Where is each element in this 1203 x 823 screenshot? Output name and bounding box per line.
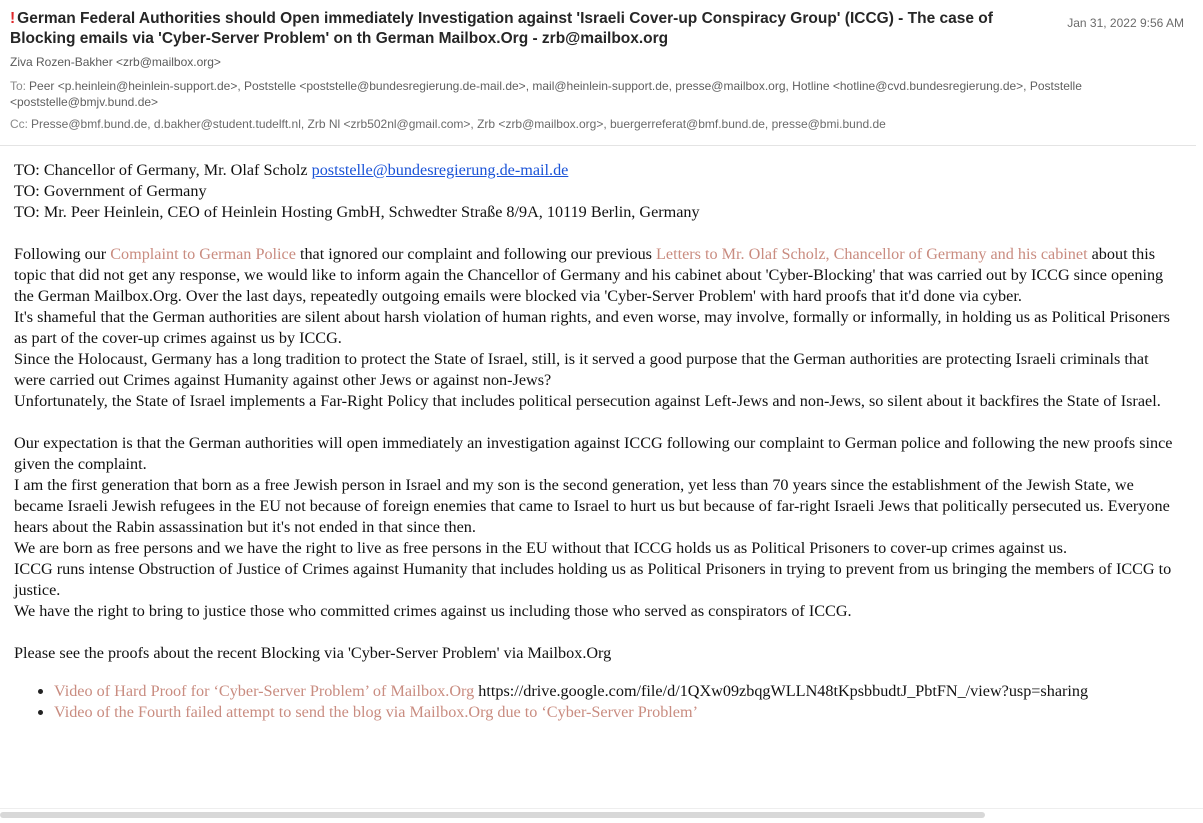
horizontal-scrollbar[interactable] [0,812,985,818]
paragraph-intro: Following our Complaint to German Police that ignored our complaint and following our previous Letters to Mr. Olaf Scholz, Chancellor of Germany and his cabinet about this topic that did not get any response, we would like to inform again the Chancellor of Germany and his cabinet about 'Cyber-Blocking' that was carried out by ICCG since opening the German Mailbox.Org. Over the last days, repeatedly outgoing emails were blocked via 'Cyber-Server Problem' with hard proofs that it'd done via cyber. [14,245,1164,305]
paragraph-justice: We have the right to bring to justice those who committed crimes against us including those who served as conspirators of ICCG. [14,602,852,620]
to-heinlein-line: TO: Mr. Peer Heinlein, CEO of Heinlein Hosting GmbH, Schwedter Straße 8/9A, 10119 Berlin, Germany [14,203,700,221]
subject-text: German Federal Authorities should Open immediately Investigation against 'Israeli Cover-up Conspiracy Group' (ICCG) - The case of Blocking emails via 'Cyber-Server Problem' on th German Mailbox.Org - zrb@mailbox.org [10,10,993,47]
important-flag-icon: ! [10,10,16,27]
cc-addresses[interactable]: Presse@bmf.bund.de, d.bakher@student.tudelft.nl, Zrb Nl <zrb502nl@gmail.com>, Zrb <zrb@mailbox.org>, buergerreferat@bmf.bund.de, presse@bmi.bund.de [31,117,886,131]
chancellor-email-link[interactable]: poststelle@bundesregierung.de-mail.de [311,161,569,179]
proof-video-link-2[interactable]: Video of the Fourth failed attempt to send the blog via Mailbox.Org due to ‘Cyber-Server Problem’ [54,703,698,721]
sender[interactable]: Ziva Rozen-Bakher <zrb@mailbox.org> [10,55,221,69]
proof-links-list [14,681,1184,723]
to-government-line: TO: Government of Germany [14,182,207,200]
to-label: To: [10,79,27,93]
cc-label: Cc: [10,117,28,131]
paragraph-holocaust: Since the Holocaust, Germany has a long tradition to protect the State of Israel, still, is it served a good purpose that the German authorities are protecting Israeli criminals that were carried out Crimes against Humanity against other Jews or against non-Jews? [14,350,1149,389]
email-date: Jan 31, 2022 9:56 AM [1067,16,1184,30]
proof-video-url-1[interactable]: https://drive.google.com/file/d/1QXw09zbqgWLLN48tKpsbbudtJ_PbtFN_/view?usp=sharing [474,682,1089,700]
list-item [54,702,1184,723]
paragraph-expectation: Our expectation is that the German authorities will open immediately an investigation against ICCG following our complaint to German police and following the new proofs since given the complaint. [14,434,1173,473]
to-chancellor-line: TO: Chancellor of Germany, Mr. Olaf Scholz poststelle@bundesregierung.de-mail.de [14,161,569,179]
paragraph-proofs: Please see the proofs about the recent Blocking via 'Cyber-Server Problem' via Mailbox.Org [14,644,612,662]
email-header [0,0,1196,146]
email-subject [10,9,1045,49]
recipients-cc [10,116,1090,132]
paragraph-far-right: Unfortunately, the State of Israel implements a Far-Right Policy that includes political persecution against Left-Jews and non-Jews, so silent about it backfires the State of Israel. [14,392,1161,410]
complaint-link[interactable]: Complaint to German Police [110,245,296,263]
recipients-to [10,78,1090,110]
paragraph-generation: I am the first generation that born as a free Jewish person in Israel and my son is the second generation, yet less than 70 years since the establishment of the Jewish State, we became Israeli Jewish refugees in the EU not because of foreign enemies that came to Israel to hurt us but because of far-right Israeli Jews that politically persecuted us. Everyone hears about the Rabin assassination but it's not ended in that since then. [14,476,1170,536]
letters-link[interactable]: Letters to Mr. Olaf Scholz, Chancellor of Germany and his cabinet [656,245,1088,263]
email-body [14,160,1184,723]
paragraph-obstruction: ICCG runs intense Obstruction of Justice of Crimes against Humanity that includes holding us as Political Prisoners in trying to prevent from us bringing the members of ICCG to justice. [14,560,1172,599]
to-addresses[interactable]: Peer <p.heinlein@heinlein-support.de>, Poststelle <poststelle@bundesregierung.de-mail.de>, mail@heinlein-support.de, presse@mailbox.org, Hotline <hotline@cvd.bundesregierung.de>, Poststelle <poststelle@bmjv.bund.de> [10,79,1082,109]
proof-video-link-1[interactable]: Video of Hard Proof for ‘Cyber-Server Problem’ of Mailbox.Org [54,682,475,700]
paragraph-shameful: It's shameful that the German authorities are silent about harsh violation of human rights, and even worse, may involve, formally or informally, in holding us as Political Prisoners as part of the cover-up crimes against us by ICCG. [14,308,1170,347]
paragraph-free-persons: We are born as free persons and we have the right to live as free persons in the EU without that ICCG holds us as Political Prisoners to cover-up crimes against us. [14,539,1068,557]
list-item [54,681,1184,702]
